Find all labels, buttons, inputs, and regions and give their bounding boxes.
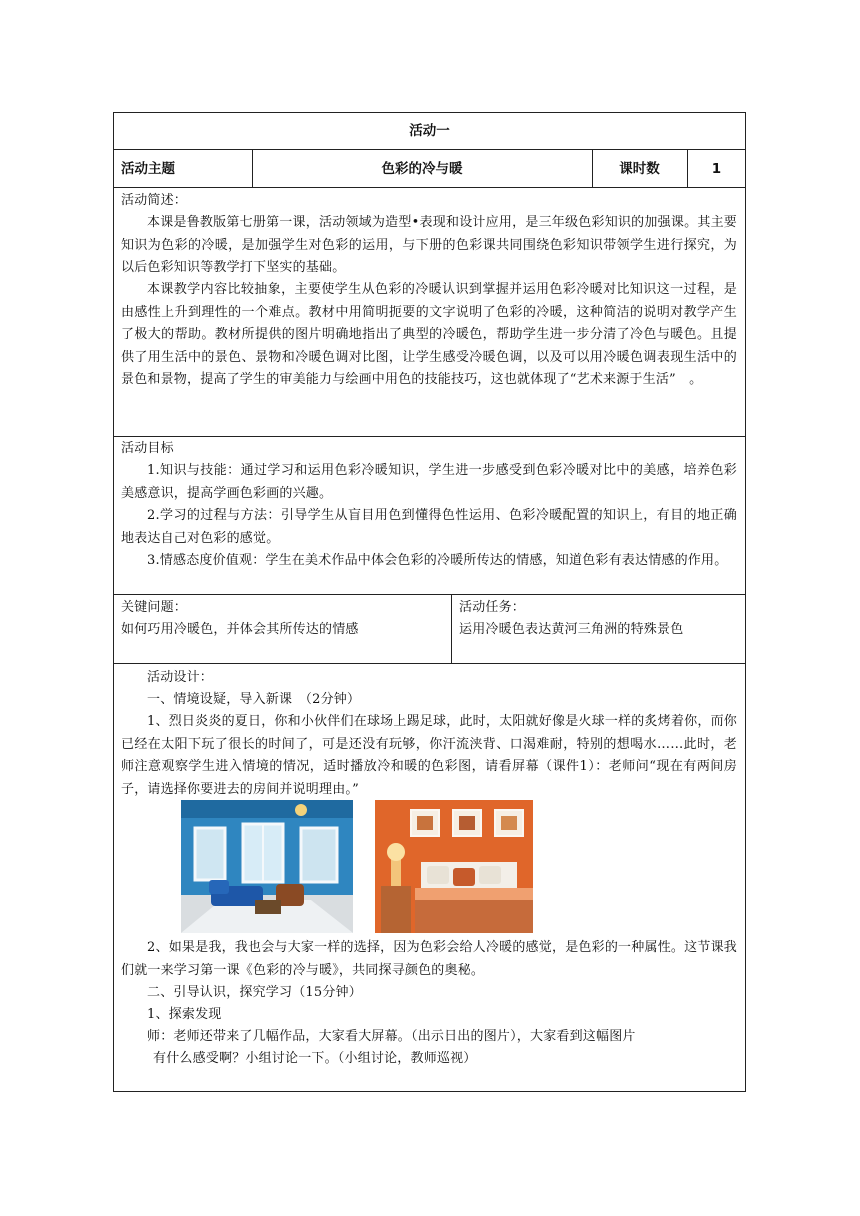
design-paragraph-3b: 有什么感受啊？小组讨论一下。（小组讨论，教师巡视）	[153, 1051, 477, 1066]
row-divider	[113, 149, 746, 150]
design-paragraph-1: 1、烈日炎炎的夏日，你和小伙伴们在球场上踢足球，此时，太阳就好像是火球一样的炙烤着你，而你已经在太阳下玩了很长的时间了，可是还没有玩够，你汗流浃背、口渴难耐，特别的想喝水……此时，老师注意观察学生进入情境的情况，适时播放冷和暖的色彩图，请看屏幕（课件1）：老师问“现在有两间房子，请选择你要进去的房间并说明理由。”	[121, 714, 737, 797]
row-divider	[113, 187, 746, 188]
goal-3: 3.情感态度价值观：学生在美术作品中体会色彩的冷暖所传达的情感，知道色彩有表达情感的作用。	[147, 553, 728, 568]
design-section-1: 一、情境设疑，导入新课 （2分钟）	[147, 692, 361, 707]
task-text: 运用冷暖色表达黄河三角洲的特殊景色	[459, 622, 684, 637]
goals-heading: 活动目标	[121, 441, 174, 456]
hours-value: 1	[711, 161, 722, 177]
cool-room-photo	[181, 800, 353, 933]
col-divider	[451, 594, 452, 663]
design-section-3: 1、探索发现	[147, 1007, 222, 1022]
row-divider	[113, 663, 746, 664]
row-divider	[113, 594, 746, 595]
design-heading: 活动设计：	[147, 670, 214, 685]
task-label: 活动任务：	[459, 600, 526, 615]
theme-label: 活动主题	[121, 161, 175, 177]
overview-paragraph-2: 本课教学内容比较抽象，主要使学生从色彩的冷暖认识到掌握并运用色彩冷暖对比知识这一过程，是由感性上升到理性的一个难点。教材中用简明扼要的文字说明了色彩的冷暖，这种简洁的说明对教学产生了极大的帮助。教材所提供的图片明确地指出了典型的冷暖色，帮助学生进一步分清了冷色与暖色。且提供了用生活中的景色、景物和冷暖色调对比图，让学生感受冷暖色调，以及可以用冷暖色调表现生活中的景色和景物，提高了学生的审美能力与绘画中用色的技能技巧，这也就体现了“艺术来源于生活” 。	[121, 282, 737, 387]
design-paragraph-2: 2、如果是我，我也会与大家一样的选择，因为色彩会给人冷暖的感觉，是色彩的一种属性。这节课我们就一来学习第一课《色彩的冷与暖》，共同探寻颜色的奥秘。	[121, 940, 737, 978]
overview-paragraph-1: 本课是鲁教版第七册第一课，活动领域为造型•表现和设计应用，是三年级色彩知识的加强课。其主要知识为色彩的冷暖，是加强学生对色彩的运用，与下册的色彩课共同围绕色彩知识带领学生进行探究，为以后色彩知识等教学打下坚实的基础。	[121, 215, 737, 275]
warm-room-photo	[375, 800, 533, 933]
table-title: 活动一	[409, 123, 450, 139]
key-question-label: 关键问题：	[121, 600, 188, 615]
goal-2: 2.学习的过程与方法：引导学生从盲目用色到懂得色性运用、色彩冷暖配置的知识上，有目的地正确地表达自己对色彩的感觉。	[121, 508, 737, 546]
theme-value: 色彩的冷与暖	[381, 161, 463, 177]
row-divider	[113, 436, 746, 437]
goal-1: 1.知识与技能：通过学习和运用色彩冷暖知识，学生进一步感受到色彩冷暖对比中的美感，培养色彩美感意识，提高学画色彩画的兴趣。	[121, 463, 737, 501]
design-paragraph-3a: 师：老师还带来了几幅作品，大家看大屏幕。（出示日出的图片），大家看到这幅图片	[147, 1029, 636, 1044]
hours-label: 课时数	[619, 161, 660, 177]
design-section-2: 二、引导认识，探究学习（15分钟）	[147, 985, 362, 1000]
key-question: 如何巧用冷暖色，并体会其所传达的情感	[121, 622, 359, 637]
overview-heading: 活动简述：	[121, 193, 188, 208]
